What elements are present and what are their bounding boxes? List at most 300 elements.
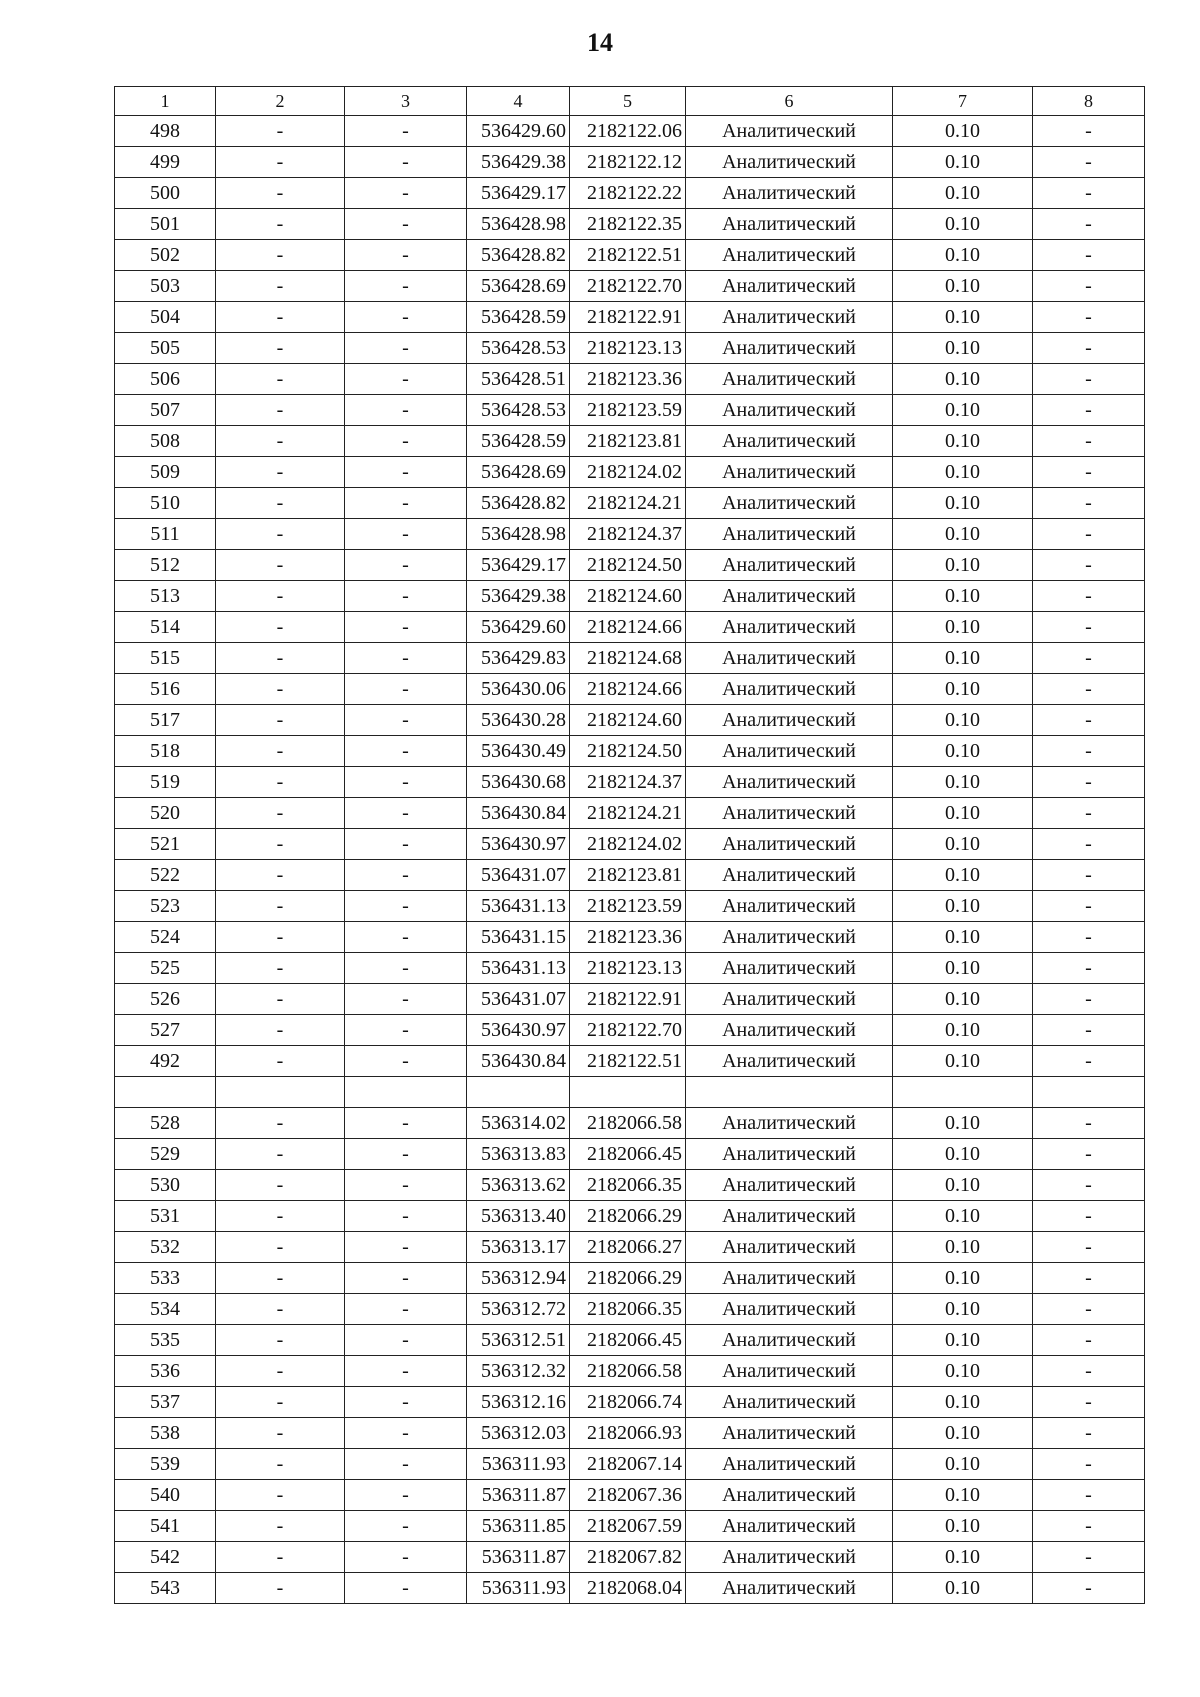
- table-cell: [893, 1077, 1033, 1108]
- table-cell: Аналитический: [686, 1294, 893, 1325]
- table-cell: 0.10: [893, 798, 1033, 829]
- table-cell: 2182123.59: [570, 395, 686, 426]
- table-row: [115, 426, 1145, 457]
- table-row: [115, 1418, 1145, 1449]
- table-cell: Аналитический: [686, 767, 893, 798]
- table-cell: -: [1033, 1356, 1145, 1387]
- table-cell: 498: [115, 116, 216, 147]
- table-cell: 505: [115, 333, 216, 364]
- table-cell: 536428.53: [467, 395, 570, 426]
- table-cell: 0.10: [893, 1356, 1033, 1387]
- table-cell: Аналитический: [686, 364, 893, 395]
- table-cell: Аналитический: [686, 1139, 893, 1170]
- table-cell: -: [216, 829, 345, 860]
- table-cell: -: [216, 984, 345, 1015]
- table-cell: -: [216, 1542, 345, 1573]
- table-cell: 536429.60: [467, 612, 570, 643]
- table-cell: 524: [115, 922, 216, 953]
- table-cell: 536430.84: [467, 1046, 570, 1077]
- table-cell: 536431.13: [467, 953, 570, 984]
- table-cell: 0.10: [893, 674, 1033, 705]
- table-header-cell: 2: [216, 87, 345, 116]
- table-row: [115, 519, 1145, 550]
- table-cell: 2182122.51: [570, 1046, 686, 1077]
- table-row: [115, 1201, 1145, 1232]
- table-cell: -: [216, 271, 345, 302]
- table-cell: Аналитический: [686, 1480, 893, 1511]
- table-cell: 536313.40: [467, 1201, 570, 1232]
- table-cell: 2182122.12: [570, 147, 686, 178]
- table-row: [115, 178, 1145, 209]
- table-cell: 0.10: [893, 1015, 1033, 1046]
- table-cell: 536311.87: [467, 1480, 570, 1511]
- table-cell: 2182067.59: [570, 1511, 686, 1542]
- table-cell: -: [216, 147, 345, 178]
- table-cell: 536311.93: [467, 1449, 570, 1480]
- table-cell: -: [345, 1418, 467, 1449]
- table-cell: -: [216, 1418, 345, 1449]
- table-cell: 0.10: [893, 581, 1033, 612]
- table-cell: 0.10: [893, 426, 1033, 457]
- table-cell: -: [1033, 798, 1145, 829]
- table-cell: Аналитический: [686, 147, 893, 178]
- table-cell: 0.10: [893, 1294, 1033, 1325]
- table-cell: 536: [115, 1356, 216, 1387]
- table-cell: 507: [115, 395, 216, 426]
- table-row: [115, 674, 1145, 705]
- table-cell: Аналитический: [686, 333, 893, 364]
- table-cell: -: [345, 1139, 467, 1170]
- table-cell: Аналитический: [686, 1356, 893, 1387]
- table-cell: -: [345, 426, 467, 457]
- table-cell: -: [1033, 767, 1145, 798]
- table-row: [115, 1170, 1145, 1201]
- table-cell: -: [216, 1294, 345, 1325]
- table-row: [115, 1511, 1145, 1542]
- table-row: [115, 767, 1145, 798]
- table-cell: Аналитический: [686, 705, 893, 736]
- table-cell: -: [1033, 643, 1145, 674]
- table-cell: 2182122.06: [570, 116, 686, 147]
- table-cell: -: [1033, 1108, 1145, 1139]
- table-cell: -: [1033, 1201, 1145, 1232]
- table-cell: 2182122.70: [570, 271, 686, 302]
- table-cell: -: [216, 581, 345, 612]
- table-row: [115, 240, 1145, 271]
- table-cell: -: [216, 1387, 345, 1418]
- table-cell: 536313.17: [467, 1232, 570, 1263]
- table-cell: 527: [115, 1015, 216, 1046]
- table-cell: Аналитический: [686, 302, 893, 333]
- table-cell: -: [1033, 891, 1145, 922]
- table-cell: 536314.02: [467, 1108, 570, 1139]
- table-row: [115, 209, 1145, 240]
- table-cell: 2182123.13: [570, 953, 686, 984]
- table-cell: 0.10: [893, 1449, 1033, 1480]
- table-cell: 532: [115, 1232, 216, 1263]
- table-cell: 0.10: [893, 953, 1033, 984]
- table-row: [115, 1015, 1145, 1046]
- table-row: [115, 1480, 1145, 1511]
- table-row: [115, 395, 1145, 426]
- table-cell: -: [345, 1170, 467, 1201]
- table-cell: 0.10: [893, 829, 1033, 860]
- table-cell: Аналитический: [686, 1542, 893, 1573]
- table-cell: -: [216, 116, 345, 147]
- table-cell: 2182066.27: [570, 1232, 686, 1263]
- table-cell: -: [216, 1139, 345, 1170]
- table-cell: -: [345, 364, 467, 395]
- table-cell: 2182124.02: [570, 457, 686, 488]
- table-cell: -: [1033, 1387, 1145, 1418]
- table-cell: 504: [115, 302, 216, 333]
- table-cell: Аналитический: [686, 116, 893, 147]
- table-cell: 0.10: [893, 147, 1033, 178]
- table-cell: 0.10: [893, 1542, 1033, 1573]
- table-row: [115, 891, 1145, 922]
- table-cell: 0.10: [893, 1108, 1033, 1139]
- table-cell: 500: [115, 178, 216, 209]
- table-cell: -: [1033, 1170, 1145, 1201]
- table-cell: 0.10: [893, 1325, 1033, 1356]
- table-cell: 0.10: [893, 1139, 1033, 1170]
- table-cell: Аналитический: [686, 581, 893, 612]
- table-cell: -: [216, 1170, 345, 1201]
- table-cell: -: [216, 1015, 345, 1046]
- table-cell: -: [1033, 147, 1145, 178]
- table-cell: 536428.69: [467, 271, 570, 302]
- table-cell: -: [1033, 1046, 1145, 1077]
- table-row: [115, 302, 1145, 333]
- table-cell: 536429.17: [467, 178, 570, 209]
- table-cell: -: [1033, 550, 1145, 581]
- table-cell: Аналитический: [686, 798, 893, 829]
- table-cell: -: [216, 1046, 345, 1077]
- table-cell: 536428.82: [467, 240, 570, 271]
- table-cell: -: [345, 984, 467, 1015]
- table-cell: 0.10: [893, 209, 1033, 240]
- table-row: [115, 1449, 1145, 1480]
- table-cell: 0.10: [893, 705, 1033, 736]
- table-cell: -: [345, 829, 467, 860]
- table-cell: Аналитический: [686, 1449, 893, 1480]
- table-cell: Аналитический: [686, 1015, 893, 1046]
- table-cell: -: [216, 1480, 345, 1511]
- table-cell: 536431.07: [467, 984, 570, 1015]
- table-cell: -: [345, 953, 467, 984]
- table-cell: 2182066.35: [570, 1170, 686, 1201]
- table-cell: 0.10: [893, 891, 1033, 922]
- table-cell: -: [216, 395, 345, 426]
- table-row: [115, 643, 1145, 674]
- table-row: [115, 364, 1145, 395]
- table-cell: 508: [115, 426, 216, 457]
- table-cell: 536430.84: [467, 798, 570, 829]
- table-cell: Аналитический: [686, 1108, 893, 1139]
- table-cell: -: [216, 612, 345, 643]
- table-cell: -: [216, 953, 345, 984]
- table-cell: -: [1033, 1480, 1145, 1511]
- table-cell: 533: [115, 1263, 216, 1294]
- table-cell: 0.10: [893, 1480, 1033, 1511]
- table-cell: -: [216, 209, 345, 240]
- table-cell: -: [216, 426, 345, 457]
- table-row: [115, 705, 1145, 736]
- table-cell: 0.10: [893, 922, 1033, 953]
- table-cell: Аналитический: [686, 1201, 893, 1232]
- table-cell: 2182066.35: [570, 1294, 686, 1325]
- table-cell: -: [216, 457, 345, 488]
- table-cell: 536428.53: [467, 333, 570, 364]
- table-cell: 2182122.22: [570, 178, 686, 209]
- table-row: [115, 1263, 1145, 1294]
- table-cell: 536311.85: [467, 1511, 570, 1542]
- table-cell: -: [345, 457, 467, 488]
- table-cell: 512: [115, 550, 216, 581]
- table-row: [115, 1108, 1145, 1139]
- table-cell: 2182124.37: [570, 519, 686, 550]
- table-cell: 529: [115, 1139, 216, 1170]
- table-cell: -: [345, 1356, 467, 1387]
- table-cell: 2182123.36: [570, 364, 686, 395]
- table-cell: -: [1033, 581, 1145, 612]
- table-cell: 536311.87: [467, 1542, 570, 1573]
- table-row: [115, 612, 1145, 643]
- table-header-cell: 4: [467, 87, 570, 116]
- table-cell: -: [345, 240, 467, 271]
- table-cell: 536428.51: [467, 364, 570, 395]
- table-cell: 536313.62: [467, 1170, 570, 1201]
- table-cell: 0.10: [893, 519, 1033, 550]
- table-cell: -: [1033, 1325, 1145, 1356]
- table-cell: 2182124.66: [570, 674, 686, 705]
- table-row: [115, 1232, 1145, 1263]
- table-cell: [115, 1077, 216, 1108]
- table-cell: 516: [115, 674, 216, 705]
- table-cell: 538: [115, 1418, 216, 1449]
- table-cell: -: [345, 860, 467, 891]
- table-cell: -: [345, 1263, 467, 1294]
- table-cell: -: [345, 116, 467, 147]
- table-cell: -: [216, 1263, 345, 1294]
- table-cell: 0.10: [893, 1170, 1033, 1201]
- table-cell: 536430.49: [467, 736, 570, 767]
- table-cell: Аналитический: [686, 736, 893, 767]
- table-cell: 2182124.50: [570, 736, 686, 767]
- table-cell: -: [216, 302, 345, 333]
- table-cell: 536431.15: [467, 922, 570, 953]
- table-cell: -: [1033, 240, 1145, 271]
- table-cell: 541: [115, 1511, 216, 1542]
- table-cell: Аналитический: [686, 612, 893, 643]
- table-cell: 0.10: [893, 612, 1033, 643]
- table-cell: -: [1033, 1263, 1145, 1294]
- table-cell: 540: [115, 1480, 216, 1511]
- table-cell: -: [1033, 1139, 1145, 1170]
- table-cell: 2182066.58: [570, 1356, 686, 1387]
- table-cell: -: [216, 333, 345, 364]
- table-cell: 0.10: [893, 240, 1033, 271]
- table-row: [115, 488, 1145, 519]
- table-cell: -: [1033, 364, 1145, 395]
- table-cell: -: [345, 147, 467, 178]
- table-cell: 0.10: [893, 116, 1033, 147]
- table-cell: 2182124.50: [570, 550, 686, 581]
- table-cell: 536312.51: [467, 1325, 570, 1356]
- table-cell: -: [216, 519, 345, 550]
- table-cell: -: [1033, 612, 1145, 643]
- table-cell: 536431.07: [467, 860, 570, 891]
- table-cell: -: [216, 488, 345, 519]
- table-cell: -: [216, 1511, 345, 1542]
- table-row: [115, 147, 1145, 178]
- table-cell: -: [1033, 457, 1145, 488]
- table-cell: Аналитический: [686, 643, 893, 674]
- table-cell: 536429.38: [467, 581, 570, 612]
- table-cell: -: [216, 736, 345, 767]
- table-cell: 519: [115, 767, 216, 798]
- table-cell: -: [216, 860, 345, 891]
- table-cell: 536428.59: [467, 302, 570, 333]
- table-cell: -: [1033, 1294, 1145, 1325]
- table-cell: -: [345, 1325, 467, 1356]
- table-cell: Аналитический: [686, 1418, 893, 1449]
- table-cell: -: [1033, 860, 1145, 891]
- table-cell: -: [345, 1542, 467, 1573]
- table-cell: 536428.98: [467, 519, 570, 550]
- table-cell: -: [345, 1201, 467, 1232]
- table-cell: -: [345, 1015, 467, 1046]
- table-cell: -: [1033, 302, 1145, 333]
- table-cell: Аналитический: [686, 1232, 893, 1263]
- table-cell: Аналитический: [686, 953, 893, 984]
- table-cell: 0.10: [893, 178, 1033, 209]
- table-cell: 492: [115, 1046, 216, 1077]
- table-cell: -: [216, 798, 345, 829]
- table-cell: 2182068.04: [570, 1573, 686, 1604]
- table-cell: Аналитический: [686, 1387, 893, 1418]
- table-cell: -: [1033, 178, 1145, 209]
- table-cell: 536428.69: [467, 457, 570, 488]
- table-cell: 0.10: [893, 1573, 1033, 1604]
- table-row: [115, 736, 1145, 767]
- table-cell: 0.10: [893, 1232, 1033, 1263]
- table-cell: 0.10: [893, 333, 1033, 364]
- table-cell: 543: [115, 1573, 216, 1604]
- table-cell: 536311.93: [467, 1573, 570, 1604]
- table-cell: 506: [115, 364, 216, 395]
- table-cell: -: [1033, 984, 1145, 1015]
- table-cell: Аналитический: [686, 457, 893, 488]
- table-cell: [467, 1077, 570, 1108]
- table-cell: -: [1033, 736, 1145, 767]
- table-cell: 0.10: [893, 1201, 1033, 1232]
- table-row: [115, 1139, 1145, 1170]
- table-cell: -: [1033, 1573, 1145, 1604]
- table-cell: -: [345, 1294, 467, 1325]
- table-cell: -: [345, 333, 467, 364]
- table-row: [115, 1294, 1145, 1325]
- table-header-cell: 8: [1033, 87, 1145, 116]
- table-cell: 0.10: [893, 1263, 1033, 1294]
- table-cell: Аналитический: [686, 1511, 893, 1542]
- table-cell: 2182123.13: [570, 333, 686, 364]
- table-cell: 0.10: [893, 1511, 1033, 1542]
- table-cell: 536430.06: [467, 674, 570, 705]
- table-cell: 511: [115, 519, 216, 550]
- table-cell: -: [216, 705, 345, 736]
- table-cell: -: [345, 271, 467, 302]
- table-cell: -: [1033, 1511, 1145, 1542]
- table-header-cell: 6: [686, 87, 893, 116]
- table-cell: -: [345, 612, 467, 643]
- table-cell: [1033, 1077, 1145, 1108]
- table-cell: -: [345, 922, 467, 953]
- table-cell: -: [1033, 209, 1145, 240]
- table-cell: -: [216, 550, 345, 581]
- table-cell: Аналитический: [686, 395, 893, 426]
- table-cell: 0.10: [893, 457, 1033, 488]
- table-cell: 531: [115, 1201, 216, 1232]
- table-cell: 536429.60: [467, 116, 570, 147]
- table-cell: 536312.94: [467, 1263, 570, 1294]
- table-cell: -: [216, 891, 345, 922]
- table-cell: 536312.72: [467, 1294, 570, 1325]
- table-cell: 539: [115, 1449, 216, 1480]
- table-cell: 0.10: [893, 767, 1033, 798]
- table-cell: -: [216, 1201, 345, 1232]
- table-cell: 522: [115, 860, 216, 891]
- table-cell: 2182122.91: [570, 302, 686, 333]
- table-cell: 0.10: [893, 488, 1033, 519]
- table-cell: -: [345, 178, 467, 209]
- table-cell: Аналитический: [686, 829, 893, 860]
- table-cell: 515: [115, 643, 216, 674]
- table-cell: 536430.28: [467, 705, 570, 736]
- table-cell: 2182066.45: [570, 1139, 686, 1170]
- table-cell: 2182066.45: [570, 1325, 686, 1356]
- table-cell: 537: [115, 1387, 216, 1418]
- table-cell: -: [345, 736, 467, 767]
- table-header-cell: 3: [345, 87, 467, 116]
- table-cell: -: [345, 1387, 467, 1418]
- table-cell: 536428.59: [467, 426, 570, 457]
- table-cell: 2182124.60: [570, 705, 686, 736]
- table-row: [115, 798, 1145, 829]
- table-cell: 536429.17: [467, 550, 570, 581]
- table-cell: Аналитический: [686, 488, 893, 519]
- table-cell: Аналитический: [686, 209, 893, 240]
- table-cell: -: [216, 767, 345, 798]
- table-cell: -: [1033, 705, 1145, 736]
- table-cell: -: [216, 1325, 345, 1356]
- table-cell: 518: [115, 736, 216, 767]
- table-row: [115, 581, 1145, 612]
- table-cell: -: [345, 488, 467, 519]
- table-cell: 528: [115, 1108, 216, 1139]
- table-row: [115, 1046, 1145, 1077]
- table-cell: 0.10: [893, 364, 1033, 395]
- table-cell: 536430.68: [467, 767, 570, 798]
- table-cell: Аналитический: [686, 984, 893, 1015]
- table-cell: 2182122.91: [570, 984, 686, 1015]
- table-cell: [216, 1077, 345, 1108]
- table-cell: -: [216, 364, 345, 395]
- table-cell: Аналитический: [686, 1263, 893, 1294]
- table-cell: 0.10: [893, 643, 1033, 674]
- table-cell: 536428.98: [467, 209, 570, 240]
- table-cell: -: [1033, 426, 1145, 457]
